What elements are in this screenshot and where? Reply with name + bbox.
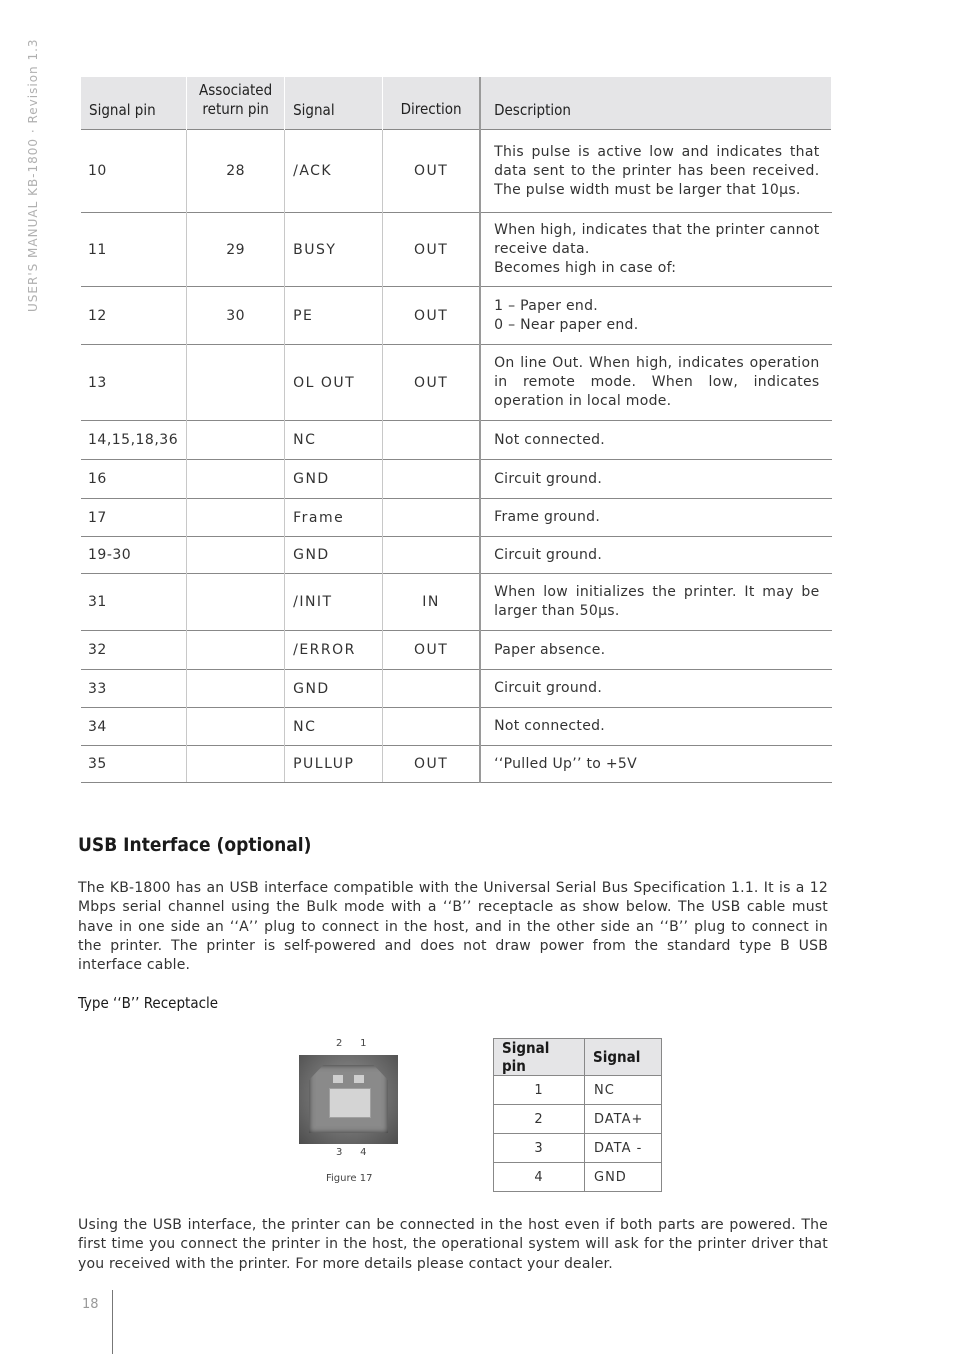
cell-direction bbox=[383, 537, 481, 574]
cell-return-pin bbox=[187, 345, 285, 421]
usb-table-row bbox=[494, 1105, 662, 1134]
cell-direction bbox=[383, 460, 481, 499]
cell-signal: NC bbox=[285, 421, 383, 460]
table-row bbox=[81, 213, 832, 287]
cell-signal: NC bbox=[285, 708, 383, 746]
receptacle-tongue bbox=[329, 1088, 371, 1118]
cell-return-pin bbox=[187, 537, 285, 574]
cell-return-pin bbox=[187, 460, 285, 499]
cell-description: Not connected. bbox=[480, 421, 831, 460]
cell-signal-pin: 32 bbox=[81, 631, 187, 670]
table-row bbox=[81, 631, 832, 670]
usb-cell-signal: DATA+ bbox=[585, 1105, 662, 1134]
header-signal-pin: Signal pin bbox=[81, 77, 187, 130]
usb-intro-paragraph: The KB-1800 has an USB interface compatible with the Universal Serial Bus Specification 1.1. It is a 12 Mbps serial channel using the Bulk mode with a ‘‘B’’ receptacle as show below. The USB cable must have in one side an ‘‘A’’ plug to connect in the host, and in the other side an ‘‘B’’ plug to connect in the printer. The printer is self-powered and does not draw power from the standard type B USB interface cable. bbox=[78, 880, 828, 974]
revision-label: Revision 1.3 bbox=[26, 38, 40, 124]
cell-signal: /INIT bbox=[285, 574, 383, 631]
cell-signal: PULLUP bbox=[285, 746, 383, 783]
table-row bbox=[81, 421, 832, 460]
usb-table-row bbox=[494, 1076, 662, 1105]
table-row bbox=[81, 499, 832, 537]
usb-cell-signal: NC bbox=[585, 1076, 662, 1105]
parallel-pin-table bbox=[81, 77, 832, 783]
cell-direction: OUT bbox=[383, 130, 481, 213]
usb-table-header-row bbox=[494, 1039, 662, 1076]
cell-signal: GND bbox=[285, 537, 383, 574]
figure-caption: Figure 17 bbox=[326, 1173, 373, 1184]
table-row bbox=[81, 130, 832, 213]
pin-contact-2 bbox=[333, 1075, 343, 1083]
table-row bbox=[81, 460, 832, 499]
header-description: Description bbox=[480, 77, 831, 130]
cell-signal: GND bbox=[285, 460, 383, 499]
usb-b-receptacle-image bbox=[299, 1055, 398, 1144]
usb-table-row bbox=[494, 1163, 662, 1192]
cell-return-pin: 28 bbox=[187, 130, 285, 213]
usb-header-signal: Signal bbox=[585, 1039, 662, 1076]
cell-direction bbox=[383, 708, 481, 746]
cell-return-pin bbox=[187, 746, 285, 783]
cell-signal: Frame bbox=[285, 499, 383, 537]
cell-signal: /ERROR bbox=[285, 631, 383, 670]
pin-table-body bbox=[81, 130, 832, 783]
cell-return-pin bbox=[187, 499, 285, 537]
cell-description: Paper absence. bbox=[480, 631, 831, 670]
table-row bbox=[81, 574, 832, 631]
cell-return-pin bbox=[187, 670, 285, 708]
cell-signal-pin: 35 bbox=[81, 746, 187, 783]
usb-pin-table bbox=[493, 1038, 662, 1192]
figure-pin-labels-top: 2 1 bbox=[336, 1038, 368, 1049]
cell-signal-pin: 11 bbox=[81, 213, 187, 287]
table-header-row bbox=[81, 77, 832, 130]
cell-return-pin bbox=[187, 421, 285, 460]
cell-direction: OUT bbox=[383, 213, 481, 287]
cell-return-pin bbox=[187, 631, 285, 670]
usb-table-row bbox=[494, 1134, 662, 1163]
cell-signal-pin: 34 bbox=[81, 708, 187, 746]
header-signal: Signal bbox=[285, 77, 383, 130]
cell-signal-pin: 12 bbox=[81, 287, 187, 345]
cell-signal: PE bbox=[285, 287, 383, 345]
usb-cell-signal: DATA - bbox=[585, 1134, 662, 1163]
usb-cell-pin: 2 bbox=[494, 1105, 585, 1134]
cell-signal: GND bbox=[285, 670, 383, 708]
receptacle-subheading: Type ‘‘B’’ Receptacle bbox=[78, 994, 219, 1012]
table-row bbox=[81, 746, 832, 783]
cell-description: Not connected. bbox=[480, 708, 831, 746]
usb-cell-pin: 3 bbox=[494, 1134, 585, 1163]
cell-direction: OUT bbox=[383, 631, 481, 670]
cell-description: When low initializes the printer. It may be larger than 50µs. bbox=[480, 574, 831, 631]
cell-direction: OUT bbox=[383, 746, 481, 783]
cell-description: ‘‘Pulled Up’’ to +5V bbox=[480, 746, 831, 783]
cell-signal-pin: 14,15,18,36 bbox=[81, 421, 187, 460]
cell-signal: BUSY bbox=[285, 213, 383, 287]
usb-table-body bbox=[494, 1076, 662, 1192]
cell-signal-pin: 17 bbox=[81, 499, 187, 537]
cell-return-pin: 30 bbox=[187, 287, 285, 345]
table-row bbox=[81, 537, 832, 574]
cell-description: On line Out. When high, indicates operation in remote mode. When low, indicates operation in local mode. bbox=[480, 345, 831, 421]
header-direction: Direction bbox=[383, 77, 481, 130]
usb-header-signal-pin: Signal pin bbox=[494, 1039, 585, 1076]
cell-return-pin bbox=[187, 708, 285, 746]
page-number-rule bbox=[112, 1290, 113, 1354]
cell-description: This pulse is active low and indicates that data sent to the printer has been received. The pulse width must be larger that 10µs. bbox=[480, 130, 831, 213]
cell-signal-pin: 16 bbox=[81, 460, 187, 499]
cell-direction: OUT bbox=[383, 287, 481, 345]
usb-section-title: USB Interface (optional) bbox=[78, 834, 312, 856]
usb-cell-signal: GND bbox=[585, 1163, 662, 1192]
table-row bbox=[81, 287, 832, 345]
cell-description: 1 – Paper end. 0 – Near paper end. bbox=[480, 287, 831, 345]
cell-description: Circuit ground. bbox=[480, 460, 831, 499]
cell-direction bbox=[383, 499, 481, 537]
cell-return-pin bbox=[187, 574, 285, 631]
table-row bbox=[81, 708, 832, 746]
running-header bbox=[26, 38, 40, 312]
cell-description: Frame ground. bbox=[480, 499, 831, 537]
header-return-pin: Associated return pin bbox=[187, 77, 285, 130]
cell-direction bbox=[383, 670, 481, 708]
pin-contact-1 bbox=[354, 1075, 364, 1083]
cell-return-pin: 29 bbox=[187, 213, 285, 287]
table-row bbox=[81, 345, 832, 421]
cell-direction: OUT bbox=[383, 345, 481, 421]
cell-signal-pin: 19-30 bbox=[81, 537, 187, 574]
cell-signal-pin: 13 bbox=[81, 345, 187, 421]
cell-direction bbox=[383, 421, 481, 460]
cell-description: Circuit ground. bbox=[480, 537, 831, 574]
cell-signal-pin: 10 bbox=[81, 130, 187, 213]
cell-signal: /ACK bbox=[285, 130, 383, 213]
usb-outro-paragraph: Using the USB interface, the printer can be connected in the host even if both parts are powered. The first time you connect the printer in the host, the operational system will ask for the printer driver that you received with the printer. For more details please contact your dealer. bbox=[78, 1217, 828, 1272]
cell-signal: OL OUT bbox=[285, 345, 383, 421]
manual-name: USER'S MANUAL KB-1800 · bbox=[26, 123, 40, 312]
cell-description: When high, indicates that the printer cannot receive data. Becomes high in case of: bbox=[480, 213, 831, 287]
usb-cell-pin: 1 bbox=[494, 1076, 585, 1105]
usb-cell-pin: 4 bbox=[494, 1163, 585, 1192]
cell-direction: IN bbox=[383, 574, 481, 631]
table-row bbox=[81, 670, 832, 708]
cell-signal-pin: 33 bbox=[81, 670, 187, 708]
cell-signal-pin: 31 bbox=[81, 574, 187, 631]
page-number: 18 bbox=[82, 1297, 99, 1312]
figure-pin-labels-bottom: 3 4 bbox=[336, 1147, 368, 1158]
cell-description: Circuit ground. bbox=[480, 670, 831, 708]
